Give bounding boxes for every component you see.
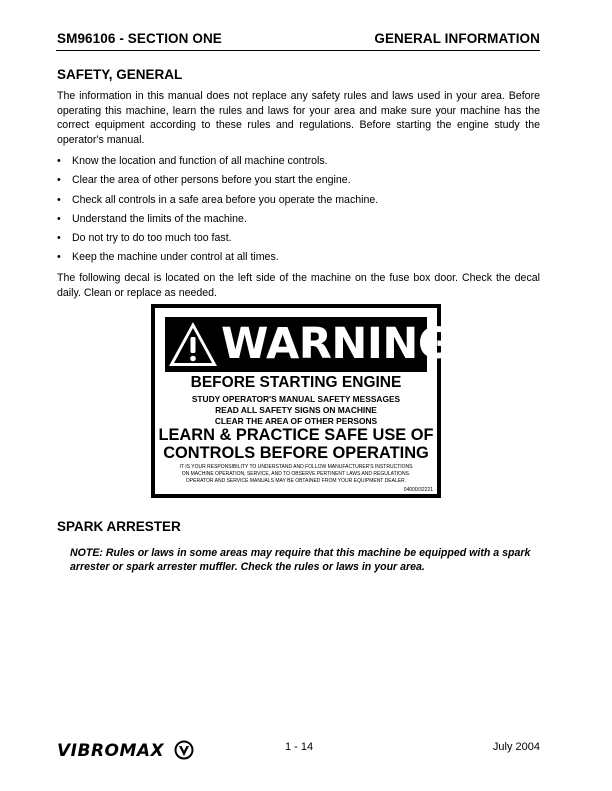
list-item: • Keep the machine under control at all times. xyxy=(57,251,279,264)
list-item: • Do not try to do too much too fast. xyxy=(57,232,232,245)
logo-mark-icon xyxy=(176,742,193,759)
decal-part-code: 04000/32221 xyxy=(403,487,433,493)
safety-bullet-list xyxy=(57,155,540,271)
page-number: 1 - 14 xyxy=(285,741,314,753)
list-item: • Understand the limits of the machine. xyxy=(57,212,247,225)
header-section-title: SM96106 - SECTION ONE xyxy=(57,31,222,46)
bullet-icon: • xyxy=(57,212,61,225)
list-item: • Check all controls in a safe area before you operate the machine. xyxy=(57,193,379,206)
spark-arrester-heading: SPARK ARRESTER xyxy=(57,519,181,534)
publication-date: July 2004 xyxy=(492,741,540,753)
bullet-icon: • xyxy=(57,193,61,206)
decal-small-print-1: IT IS YOUR RESPONSIBILITY TO UNDERSTAND AND FOLLOW MANUFACTURER'S INSTRUCTIONS xyxy=(179,464,413,470)
decal-small-print-3: OPERATOR AND SERVICE MANUALS MAY BE OBTAINED FROM YOUR EQUIPMENT DEALER. xyxy=(185,478,407,484)
decal-line-read-signs: READ ALL SAFETY SIGNS ON MACHINE xyxy=(215,405,377,415)
bullet-icon: • xyxy=(57,174,61,187)
header-chapter-title: GENERAL INFORMATION xyxy=(374,31,540,46)
warning-title: WARNING xyxy=(221,319,453,369)
decal-line-controls: CONTROLS BEFORE OPERATING xyxy=(163,444,429,462)
safety-heading: SAFETY, GENERAL xyxy=(57,67,183,82)
decal-line-study-manual: STUDY OPERATOR'S MANUAL SAFETY MESSAGES xyxy=(191,394,401,404)
decal-small-print-2: ON MACHINE OPERATION, SERVICE, AND TO OBSERVE PERTINENT LAWS AND REGULATIONS. xyxy=(181,471,411,477)
logo-wordmark: VIBROMAX xyxy=(57,741,165,761)
list-item: • Know the location and function of all machine controls. xyxy=(57,155,328,167)
warning-banner xyxy=(165,317,453,372)
spark-arrester-note: NOTE: Rules or laws in some areas may require that this machine be equipped with a spark arrester or spark arrester muffler. Check the rules or laws in your area. xyxy=(70,547,531,573)
safety-intro-paragraph: The information in this manual does not replace any safety rules and laws used in your area. Before operating this machine, learn the rules and laws for your area and make sure your machine has the correct equipment according to these rules and regulations. Before starting the engine study the operator's manual. xyxy=(57,90,540,146)
decal-line-before-starting: BEFORE STARTING ENGINE xyxy=(190,374,402,391)
bullet-icon: • xyxy=(57,155,61,167)
warning-decal xyxy=(151,304,453,498)
decal-line-learn-practice: LEARN & PRACTICE SAFE USE OF xyxy=(158,426,434,444)
header-rule xyxy=(56,50,540,51)
bullet-icon: • xyxy=(57,251,61,264)
vibromax-logo xyxy=(57,737,197,766)
decal-location-paragraph: The following decal is located on the left side of the machine on the fuse box door. Check the decal daily. Clean or replace as needed. xyxy=(57,272,540,299)
warning-triangle-icon xyxy=(168,321,218,367)
list-item: • Clear the area of other persons before you start the engine. xyxy=(57,174,351,187)
decal-line-clear-area: CLEAR THE AREA OF OTHER PERSONS xyxy=(214,416,378,426)
bullet-icon: • xyxy=(57,232,61,245)
